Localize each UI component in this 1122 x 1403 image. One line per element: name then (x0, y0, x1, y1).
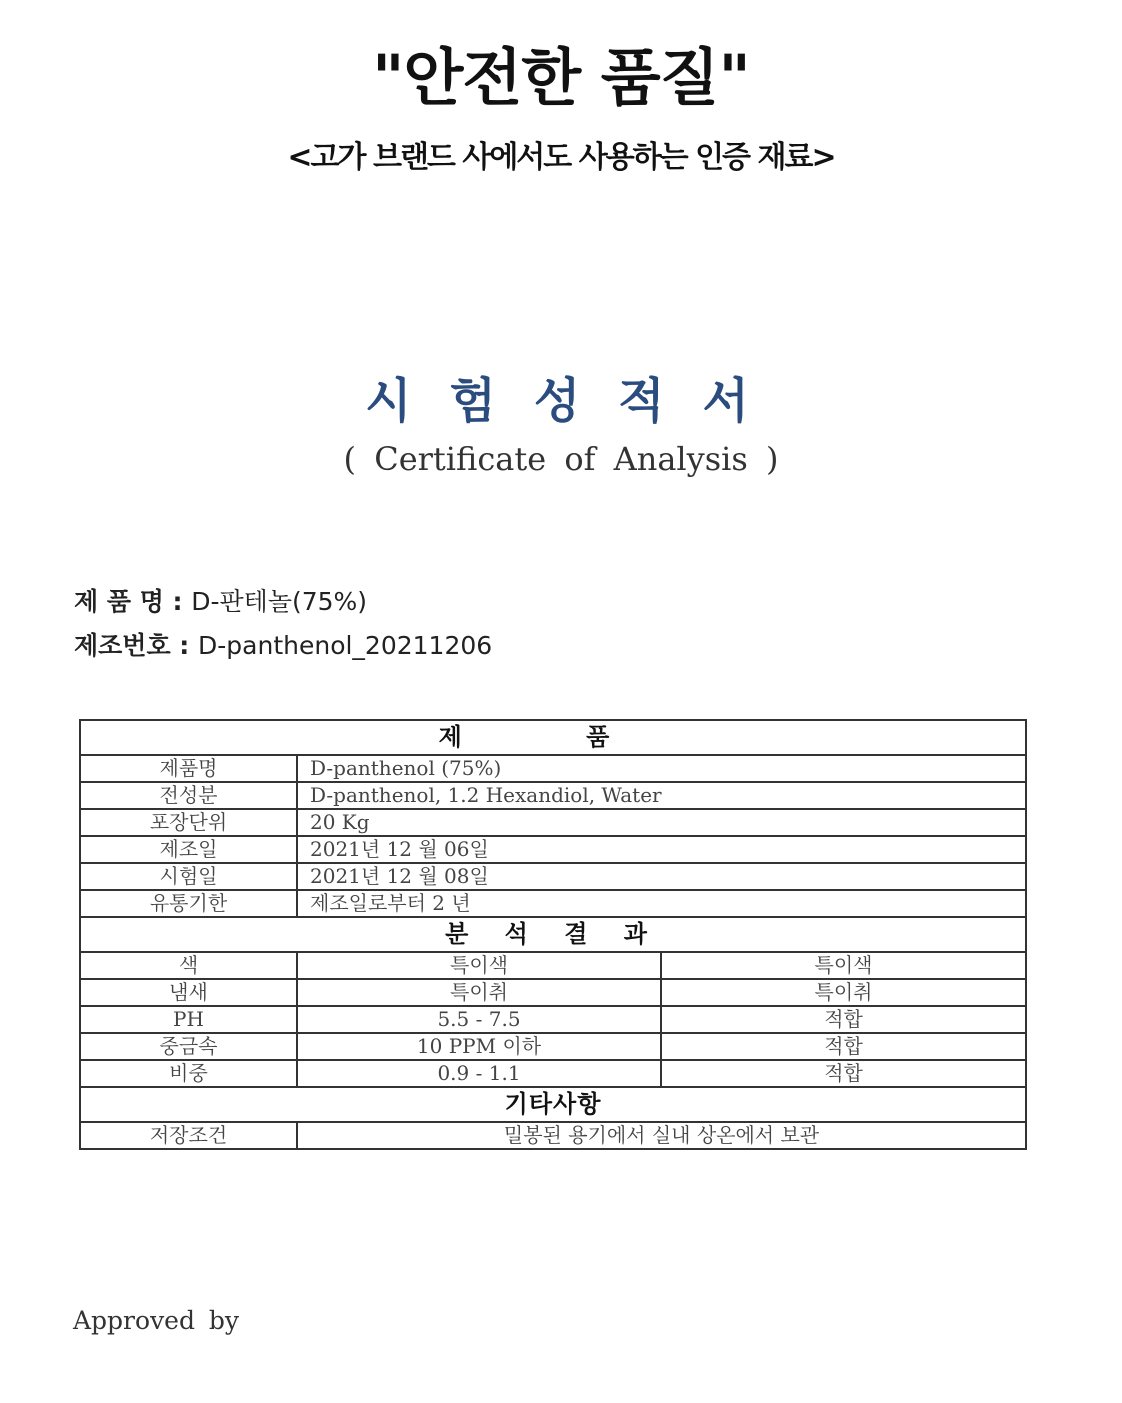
row-value: D-panthenol (75%) (297, 755, 1026, 782)
subheadline: <고가 브랜드 사에서도 사용하는 인증 재료> (287, 140, 835, 175)
row-value: 제조일로부터 2 년 (297, 890, 1026, 917)
lot-number-label: 제조번호 : (74, 631, 199, 660)
analysis-result: 특이색 (661, 952, 1026, 979)
row-label: 제조일 (80, 836, 297, 863)
lot-number-value: D-panthenol_20211206 (198, 631, 493, 660)
analysis-spec: 특이색 (297, 952, 661, 979)
analysis-result: 적합 (661, 1060, 1026, 1087)
row-label: 시험일 (80, 863, 297, 890)
table-row (80, 1122, 1026, 1149)
row-value: 2021년 12 월 06일 (297, 836, 1026, 863)
product-name-value: D-판테놀(75%) (191, 587, 368, 616)
row-label: 저장조건 (80, 1122, 297, 1149)
analysis-item: 색 (80, 952, 297, 979)
row-value: 밀봉된 용기에서 실내 상온에서 보관 (297, 1122, 1026, 1149)
row-label: 전성분 (80, 782, 297, 809)
table-row (80, 1060, 1026, 1087)
analysis-item: 비중 (80, 1060, 297, 1087)
row-value: 20 Kg (297, 809, 1026, 836)
table-row (80, 1006, 1026, 1033)
analysis-spec: 10 PPM 이하 (297, 1033, 661, 1060)
product-name-line (74, 582, 367, 618)
product-name-label: 제 품 명 : (74, 587, 192, 616)
table-row (80, 979, 1026, 1006)
analysis-spec: 0.9 - 1.1 (297, 1060, 661, 1087)
row-label: 포장단위 (80, 809, 297, 836)
lot-number-line (74, 626, 492, 662)
section-row-product (80, 720, 1026, 755)
table-row (80, 809, 1026, 836)
analysis-spec: 특이취 (297, 979, 661, 1006)
table-row (80, 952, 1026, 979)
table-row (80, 1033, 1026, 1060)
table-row (80, 890, 1026, 917)
row-label: 제품명 (80, 755, 297, 782)
table-row (80, 782, 1026, 809)
section-row-analysis (80, 917, 1026, 952)
headline: "안전한 품질" (372, 41, 750, 114)
section-row-other (80, 1087, 1026, 1122)
row-value: 2021년 12 월 08일 (297, 863, 1026, 890)
table-row (80, 755, 1026, 782)
analysis-item: PH (80, 1006, 297, 1033)
section-header-other: 기타사항 (80, 1087, 1026, 1122)
analysis-result: 적합 (661, 1033, 1026, 1060)
analysis-result: 특이취 (661, 979, 1026, 1006)
analysis-table (79, 719, 1027, 1150)
row-value: D-panthenol, 1.2 Hexandiol, Water (297, 782, 1026, 809)
analysis-item: 냄새 (80, 979, 297, 1006)
certificate-subtitle: ( Certificate of Analysis ) (343, 440, 779, 478)
row-label: 유통기한 (80, 890, 297, 917)
section-header-product: 제 품 (80, 720, 1026, 755)
analysis-spec: 5.5 - 7.5 (297, 1006, 661, 1033)
certificate-title: 시험성적서 (365, 373, 787, 429)
table-row (80, 863, 1026, 890)
table-row (80, 836, 1026, 863)
section-header-analysis: 분 석 결 과 (80, 917, 1026, 952)
approved-by: Approved by (73, 1306, 240, 1335)
analysis-result: 적합 (661, 1006, 1026, 1033)
analysis-item: 중금속 (80, 1033, 297, 1060)
